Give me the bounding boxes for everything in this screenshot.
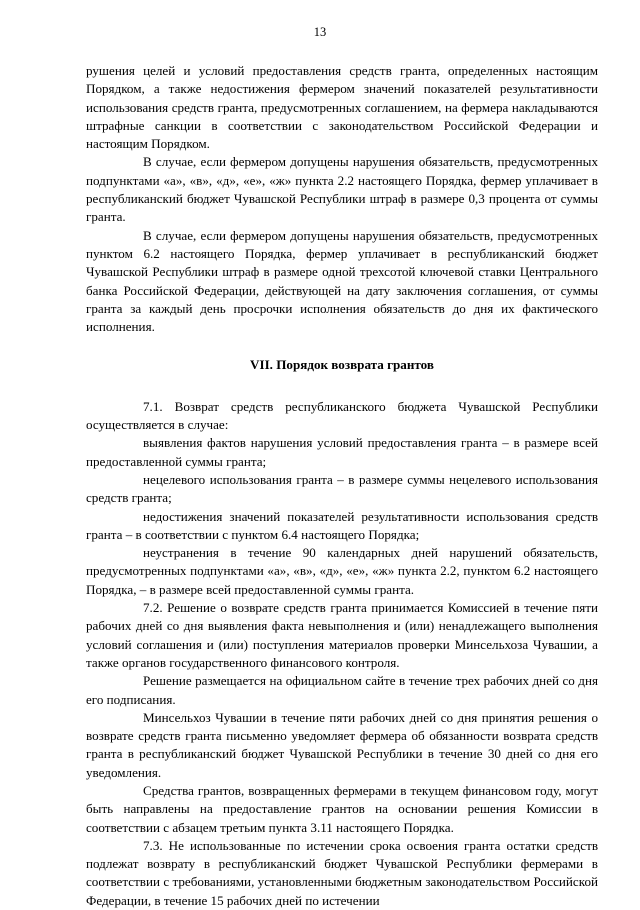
paragraph-7-2-notification: Минсельхоз Чувашии в течение пяти рабочих дней со дня принятия решения о возврате средств гранта письменно уведомляет фермера об обязанности возврата средств гранта в республиканский бюджет Чувашской Республики в течение 30 дней со дня его уведомления. <box>86 709 598 780</box>
paragraph-7-1-case-misuse: нецелевого использования гранта – в размере суммы нецелевого использования средств гранта; <box>86 471 598 506</box>
paragraph-penalty-2-2: В случае, если фермером допущены нарушения обязательств, предусмотренных подпунктами «а», «в», «д», «е», «ж» пункта 2.2 настоящего Порядка, фермер уплачивает в республиканский бюджет Чувашской Республики штраф в размере 0,3 процента от суммы гранта. <box>86 154 598 225</box>
paragraph-7-1: 7.1. Возврат средств республиканского бюджета Чувашской Республики осуществляется в случае: <box>86 398 598 433</box>
paragraph-7-1-case-indicators: недостижения значений показателей результативности использования средств гранта – в соответствии с пунктом 6.4 настоящего Порядка; <box>86 508 598 542</box>
document-body <box>86 62 598 910</box>
paragraph-7-1-case-violation: выявления фактов нарушения условий предоставления гранта – в размере всей предоставленной суммы гранта; <box>86 435 598 469</box>
paragraph-7-1-case-unremedied: неустранения в течение 90 календарных дней нарушений обязательств, предусмотренных подпунктами «а», «в», «д», «е», «ж» пункта 2.2, пунктом 6.2 настоящего Порядка, – в размере всей предоставленной суммы гранта. <box>86 545 598 597</box>
paragraph-penalty-6-2: В случае, если фермером допущены нарушения обязательств, предусмотренных пунктом 6.2 настоящего Порядка, фермер уплачивает в республиканский бюджет Чувашской Республики штраф в размере одной трехсотой ключевой ставки Центрального банка Российской Федерации, действующей на дату заключения соглашения, от суммы гранта за каждый день просрочки исполнения обязательств до дня их фактического исполнения. <box>86 227 598 335</box>
paragraph-continuation: рушения целей и условий предоставления средств гранта, определенных настоящим Порядком, а также недостижения фермером значений показателей результативности использования средств гранта, предусмотренных соглашением, на фермера накладываются штрафные санкции в соответствии с законодательством Российской Федерации и настоящим Порядком. <box>86 63 598 152</box>
paragraph-7-2-publication: Решение размещается на официальном сайте в течение трех рабочих дней со дня его подписания. <box>86 673 598 707</box>
paragraph-7-3: 7.3. Не использованные по истечении срока освоения гранта остатки средств подлежат возврату в республиканский бюджет Чувашской Республики фермерами в соответствии с требованиями, установленными бюджетным законодательством Российской Федерации, в течение 15 рабочих дней по истечении <box>86 837 598 908</box>
paragraph-7-2: 7.2. Решение о возврате средств гранта принимается Комиссией в течение пяти рабочих дней со дня выявления факта невыполнения и (или) ненадлежащего выполнения условий соглашения и (или) поступления материалов проверки Минсельхоза Чувашии, а также органов государственного финансового контроля. <box>86 600 598 670</box>
section-heading: VII. Порядок возврата грантов <box>250 357 434 373</box>
paragraph-7-2-redistribution: Средства грантов, возвращенных фермерами в текущем финансовом году, могут быть направлены на предоставление грантов на основании решения Комиссии в соответствии с абзацем третьим пункта 3.11 настоящего Порядка. <box>86 782 598 835</box>
page-number: 13 <box>313 25 327 39</box>
